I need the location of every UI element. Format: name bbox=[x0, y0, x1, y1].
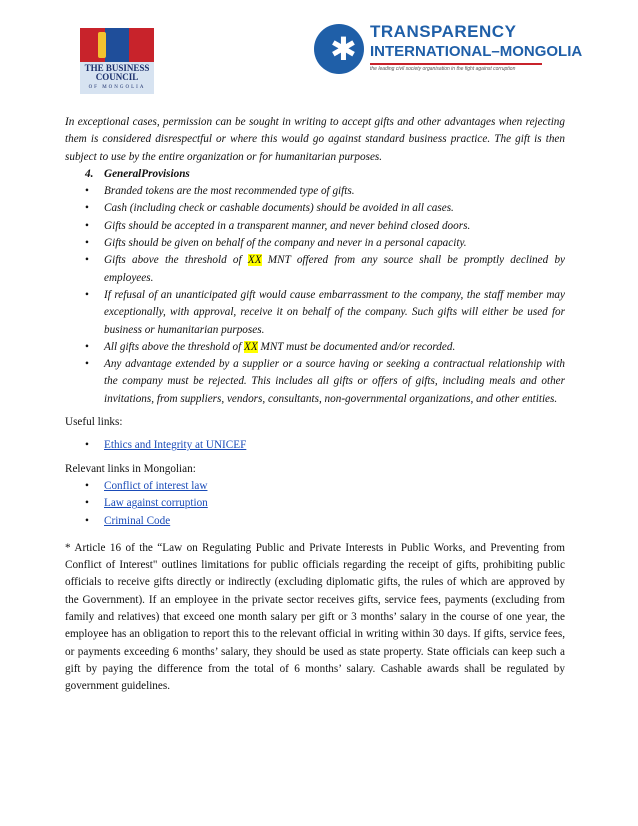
intro-paragraph: In exceptional cases, permission can be sought in writing to accept gifts and other advantages when rejecting them is considered disrespectful or where this would go against standard business practice. The gift is then subject to use by the entire organization or for humanitarian purposes. bbox=[65, 116, 565, 163]
threshold-highlight: XX bbox=[244, 340, 258, 353]
logo-line-3: OF MONGOLIA bbox=[88, 85, 146, 90]
ti-tagline: the leading civil society organisation in the fight against corruption bbox=[370, 66, 516, 72]
transparency-international-logo bbox=[314, 22, 583, 80]
section-title: GeneralProvisions bbox=[104, 167, 190, 180]
list-item: • Law against corruption bbox=[85, 497, 208, 510]
link-unicef-ethics[interactable]: Ethics and Integrity at UNICEF bbox=[104, 439, 247, 452]
list-item: • All gifts above the threshold of XX MNT must be documented and/or recorded. bbox=[85, 340, 456, 353]
list-item: • Branded tokens are the most recommended type of gifts. bbox=[85, 185, 355, 198]
list-item: • Cash (including check or cashable documents) should be avoided in all cases. bbox=[85, 202, 454, 215]
threshold-highlight: XX bbox=[247, 254, 262, 267]
mongolian-flag-icon bbox=[80, 28, 154, 62]
ti-name-line-1: TRANSPARENCY bbox=[370, 22, 517, 41]
ti-globe-icon: ✱ bbox=[314, 24, 364, 74]
list-item: • Ethics and Integrity at UNICEF bbox=[85, 439, 247, 452]
logo-line-2: COUNCIL bbox=[95, 72, 139, 82]
list-item: • If refusal of an unanticipated gift would cause embarrassment to the company, the staff member may exceptionally, with approval, receive it on behalf of the company. Such gifts will either be used for business or humanitarian purposes. bbox=[85, 288, 565, 336]
list-item: • Any advantage extended by a supplier or a source having or seeking a contractual relationship with the company must be rejected. This includes all gifts or offers of gifts, including meals and other invitations, from suppliers, vendors, consultants, non-governmental organizations, and other entities. bbox=[85, 358, 565, 405]
footnote-paragraph: * Article 16 of the “Law on Regulating Public and Private Interests in Public Works, and Preventing from Conflict of Interest" outlines limitations for public officials regarding the receipt of gifts, prohibiting public officials to receive gifts directly or indirectly (excluding diplomatic gifts, the rules of which are approved by the Government). If an employee in the private sector receives gifts, service fees, payments (excluding from family and relatives) that exceed one month salary per gift or 3 months’ salary in the course of one year, the employee has an obligation to report this to the relevant official in writing within 30 days. If gifts, service fees, or payments exceeding 6 months’ salary, they should be used as state property. State officials can keep such a gift by paying the difference from the total of 6 months’ salary. Cashable awards shall be regulated by government guidelines. bbox=[65, 541, 565, 693]
link-criminal-code[interactable]: Criminal Code bbox=[104, 514, 171, 527]
list-item: • Gifts should be given on behalf of the company and never in a personal capacity. bbox=[85, 237, 467, 250]
list-item: • Criminal Code bbox=[85, 514, 171, 527]
mongolian-links-heading: Relevant links in Mongolian: bbox=[65, 462, 196, 475]
useful-links-list bbox=[65, 437, 565, 454]
list-item: • Conflict of interest law bbox=[85, 479, 208, 492]
provisions-list bbox=[65, 183, 565, 408]
mongolian-links-list bbox=[65, 478, 565, 530]
link-law-against-corruption[interactable]: Law against corruption bbox=[104, 497, 208, 510]
link-conflict-of-interest-law[interactable]: Conflict of interest law bbox=[104, 479, 208, 492]
ti-divider bbox=[370, 63, 542, 65]
section-heading bbox=[65, 166, 565, 183]
useful-links-heading: Useful links: bbox=[65, 416, 123, 429]
ti-name-line-2: INTERNATIONAL–MONGOLIA bbox=[370, 43, 583, 60]
business-council-logo bbox=[80, 28, 154, 94]
soyombo-emblem-icon bbox=[98, 32, 106, 58]
document-body bbox=[65, 114, 565, 696]
logo-line-1: THE BUSINESS bbox=[84, 63, 150, 73]
list-item: • Gifts above the threshold of XX MNT offered from any source shall be promptly declined by employees. bbox=[85, 254, 565, 284]
list-item: • Gifts should be accepted in a transparent manner, and never behind closed doors. bbox=[85, 219, 471, 232]
section-number: 4. bbox=[85, 167, 94, 180]
